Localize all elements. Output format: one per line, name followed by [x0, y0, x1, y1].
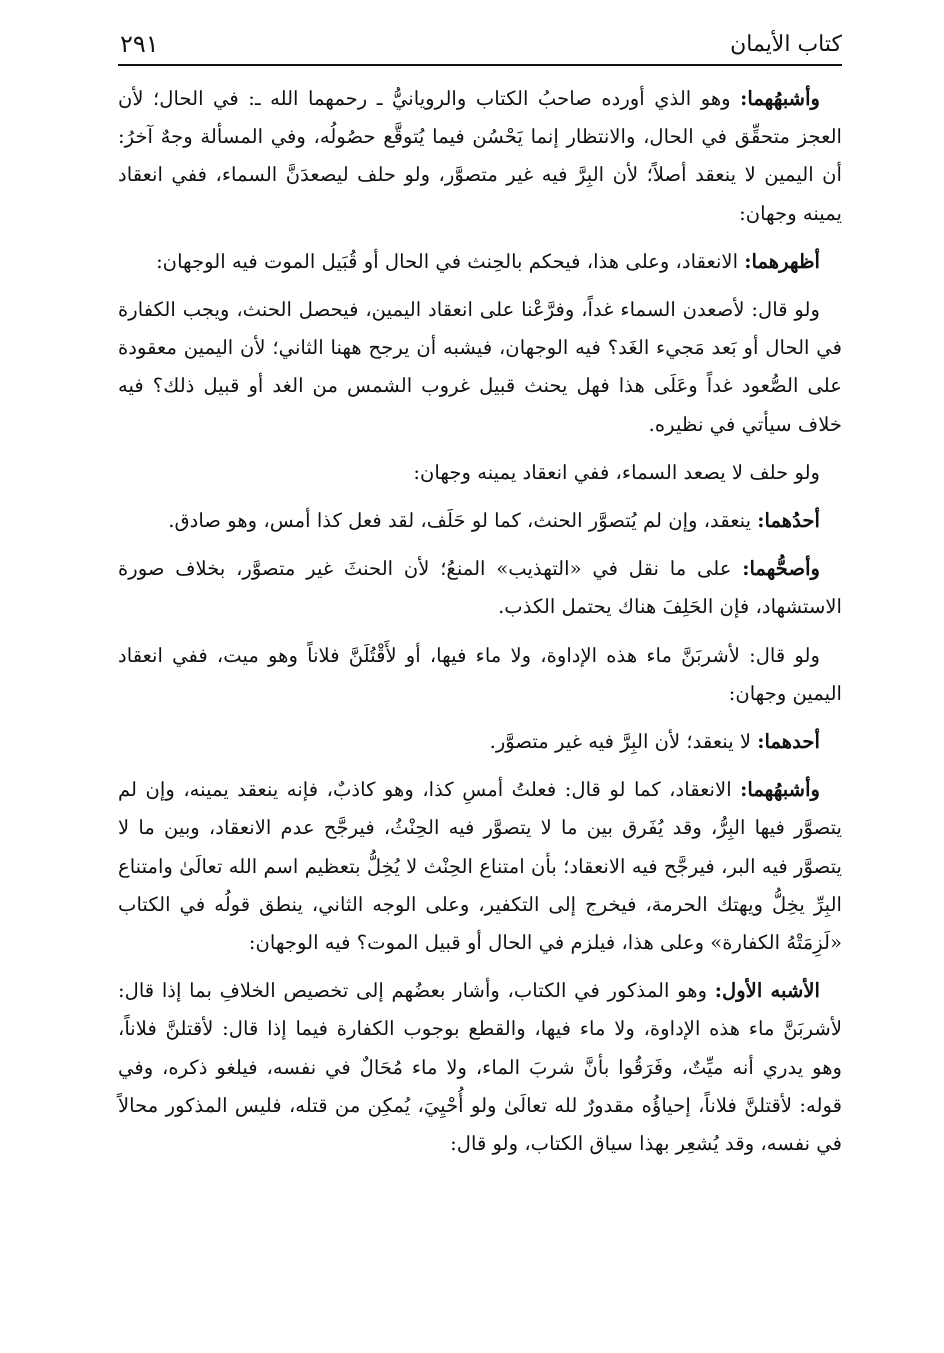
paragraph-text: لا ينعقد؛ لأن البِرَّ فيه غير متصوَّر. [489, 730, 758, 754]
paragraph-text: الانعقاد، وعلى هذا، فيحكم بالحِنث في الحال أو قُبَيل الموت فيه الوجهان: [156, 249, 745, 273]
paragraph-lead: وأشبهُهما: [740, 87, 820, 110]
paragraph [118, 550, 842, 626]
paragraph [118, 637, 842, 713]
paragraph-text: ينعقد، وإن لم يُتصوَّر الحنث، كما لو حَلَف، لقد فعل كذا أمس، وهو صادق. [168, 509, 758, 533]
paragraph [118, 454, 842, 492]
running-title: كتاب الأيمان [730, 32, 842, 57]
paragraph-text: وهو المذكور في الكتاب، وأشار بعضُهم إلى تخصيص الخلافِ بما إذا قال: لأشربَنَّ ماء هذه الإداوة، ولا ماء فيها، والقطع بوجوب الكفارة فيما إذا قال: لأقتلنَّ فلاناً، وهو يدري أنه ميِّتٌ، وفَرَقُوا بأنَّ شربَ الماء، ولا ماء مُحَالٌ في نفسه، فيلغو ذكره، وفي قوله: لأقتلنَّ فلاناً، إحياؤُه مقدورٌ لله تعالَىٰ ولو أُحْيِيَ، يُمكِن من قتله، فليس المذكور محالاً في نفسه، وقد يُشعِر بهذا سياق الكتاب، ولو قال: [118, 979, 842, 1156]
paragraph-text: ولو حلف لا يصعد السماء، ففي انعقاد يمينه وجهان: [413, 460, 820, 484]
paragraph [118, 502, 842, 540]
paragraph [118, 80, 842, 233]
paragraph-text: ولو قال: لأشربَنَّ ماء هذه الإداوة، ولا ماء فيها، أو لأَقْتُلَنَّ فلاناً وهو ميت، ففي انعقاد اليمين وجهان: [118, 643, 842, 705]
paragraph-text: على ما نقل في «التهذيب» المنعُ؛ لأن الحنثَ غير متصوَّر، بخلاف صورة الاستشهاد، فإن الحَلِفَ هناك يحتمل الكذب. [118, 557, 842, 619]
paragraph-text: ولو قال: لأصعدن السماء غداً، وفرَّعْنا على انعقاد اليمين، فيحصل الحنث، ويجب الكفارة في الحال أو بَعد مَجيء الغَد؟ فيه الوجهان، فيشبه أن يرجح ههنا الثاني؛ لأن اليمين معقودة على الصُّعود غداً وعَلَى هذا فهل يحنث قبيل غروب الشمس من الغد أو قبيل ذلك؟ فيه خلاف سيأتي في نظيره. [118, 298, 842, 436]
paragraph-text: الانعقاد، كما لو قال: فعلتُ أمسِ كذا، وهو كاذبٌ، فإنه ينعقد يمينه، وإن لم يتصوَّر فيها البِرُّ، وقد يُفَرق بين ما لا يتصوَّر فيه الحِنْثُ، فيرجَّح عدم الانعقاد، وبين ما لا يتصوَّر فيه البر، فيرجَّح فيه الانعقاد؛ بأن امتناع الحِنْث لا يُخِلُّ بتعظيم اسم الله تعالَىٰ وامتناع البِرِّ يخِلُّ ويهتك الحرمة، فيخرج إلى التكفير، وعلى الوجه الثاني، ينطق قولُه في الكتاب «لَزِمَتْهُ الكفارة» وعلى هذا، فيلزم في الحال أو قبيل الموت؟ فيه الوجهان: [118, 778, 842, 955]
paragraph-lead: وأشبهُهما: [740, 778, 820, 802]
paragraph-lead: أحدهما: [757, 730, 820, 754]
page-number: ٢٩١ [120, 30, 159, 58]
document-page [118, 30, 842, 1330]
paragraph-text: وهو الذي أورده صاحبُ الكتاب والرويانيُّ ـ رحمهما الله ـ: في الحال؛ لأن العجز متحقِّق في الحال، والانتظار إنما يَحْسُن فيما يُتوقَّع حصُولُه، وفي المسألة وجهٌ آخرُ: أن اليمين لا ينعقد أصلاً؛ لأن البِرَّ فيه غير متصوَّر، ولو حلف ليصعدَنَّ السماء، ففي انعقاد يمينه وجهان: [118, 87, 842, 225]
paragraph-lead: الأشبه الأول: [714, 979, 820, 1003]
paragraph [118, 771, 842, 962]
paragraph [118, 972, 842, 1163]
paragraph [118, 291, 842, 444]
paragraph-lead: وأصحُّهما: [742, 557, 820, 581]
page-body [118, 80, 842, 1163]
paragraph-lead: أظهرهما: [744, 249, 820, 273]
paragraph-lead: أحدُهما: [757, 509, 820, 533]
paragraph [118, 723, 842, 761]
page-header [118, 30, 842, 66]
paragraph [118, 243, 842, 281]
